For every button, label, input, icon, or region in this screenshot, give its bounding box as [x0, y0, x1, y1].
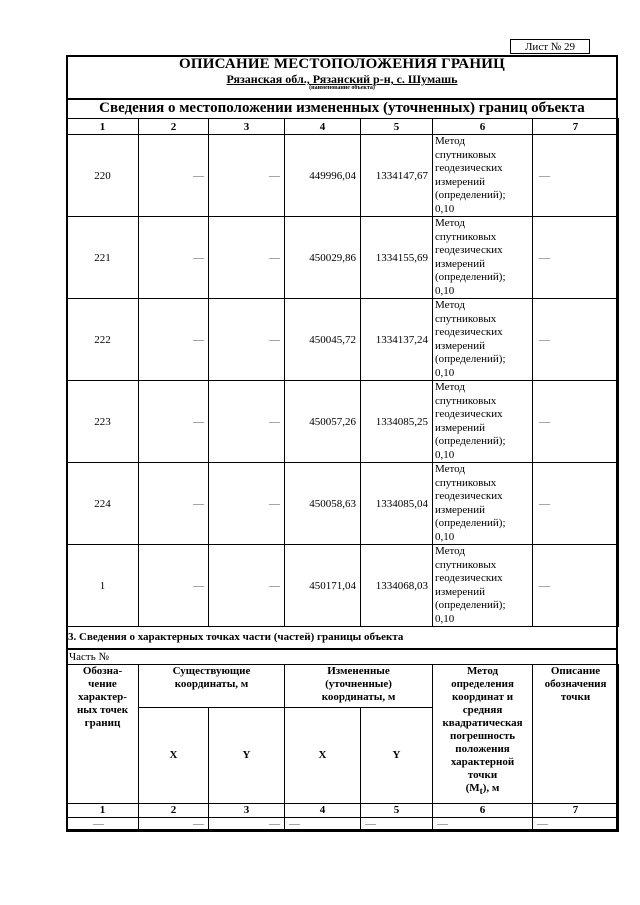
header-line: погрешность [449, 730, 516, 742]
header-text [433, 665, 532, 798]
point-number: 221 [67, 217, 139, 299]
cell-value: — [209, 299, 285, 381]
method-line: геодезических [435, 326, 503, 338]
header-x: X [139, 708, 209, 804]
header-row [67, 665, 619, 708]
header-description [533, 665, 619, 804]
sheet-number: Лист № 29 [510, 39, 590, 54]
column-numbers-row [67, 804, 619, 818]
point-number: 1 [67, 545, 139, 627]
cell-value: — [433, 818, 533, 832]
header-line: характер- [78, 691, 127, 703]
point-number: 223 [67, 381, 139, 463]
method-cell [433, 463, 533, 545]
cell-value: — [139, 463, 209, 545]
header-line: определения [451, 678, 514, 690]
cell-value: — [209, 381, 285, 463]
method-line: измерений [435, 339, 485, 352]
header-line: координат и [451, 691, 514, 703]
y-coordinate: 1334068,03 [361, 545, 433, 627]
table-row [67, 545, 619, 627]
cell-value: — [533, 299, 619, 381]
cell-value: — [139, 545, 209, 627]
location-caption: (наименование объекта) [309, 85, 375, 91]
cell-value: — [67, 818, 139, 832]
x-coordinate: 450045,72 [285, 299, 361, 381]
method-line: Метод [435, 381, 465, 393]
cell-value: — [533, 545, 619, 627]
header-line: Метод [466, 665, 499, 677]
cell-value: — [361, 818, 433, 832]
header-y: Y [209, 708, 285, 804]
header-line: $(M_t)$, м [465, 782, 500, 797]
col-num: 3 [209, 804, 285, 818]
method-line: 0,10 [435, 284, 455, 297]
table-row [67, 381, 619, 463]
header-text [533, 665, 618, 704]
method-cell [433, 217, 533, 299]
location-text: Рязанская обл., Рязанский р-н, с. Шумашь [226, 72, 458, 86]
method-cell [433, 545, 533, 627]
header-line: положения [455, 743, 510, 755]
method-line: Метод [435, 545, 465, 557]
divider [66, 648, 618, 650]
method-cell [433, 135, 533, 217]
method-line: (определений); [435, 517, 506, 529]
cell-value: — [139, 381, 209, 463]
header-line: (уточненные) [325, 678, 392, 690]
header-line: Существующие [172, 665, 251, 677]
header-point-designation [67, 665, 139, 804]
header-text [67, 665, 138, 730]
col-num: 4 [285, 804, 361, 818]
col-num: 5 [361, 119, 433, 135]
column-numbers-row [67, 119, 619, 135]
cell-value: — [533, 463, 619, 545]
method-line: Метод [435, 217, 465, 229]
table-row [67, 463, 619, 545]
method-cell [433, 299, 533, 381]
table-row [67, 818, 619, 832]
header-line: координаты, м [321, 691, 396, 703]
method-line: спутниковых [435, 148, 497, 161]
method-cell [433, 381, 533, 463]
subscript: t [479, 786, 483, 797]
table-row [67, 299, 619, 381]
col-num: 1 [67, 804, 139, 818]
cell-value: — [209, 463, 285, 545]
x-coordinate: 450029,86 [285, 217, 361, 299]
method-line: геодезических [435, 162, 503, 174]
section3-title: 3. Сведения о характерных точках части (частей) границы объекта [68, 631, 404, 643]
document-title: ОПИСАНИЕ МЕСТОПОЛОЖЕНИЯ ГРАНИЦ [179, 56, 505, 72]
col-num: 2 [139, 119, 209, 135]
method-line: спутниковых [435, 558, 497, 571]
y-coordinate: 1334085,04 [361, 463, 433, 545]
header-text [285, 665, 432, 704]
header-line: границ [84, 717, 121, 729]
point-number: 224 [67, 463, 139, 545]
method-line: геодезических [435, 572, 503, 584]
y-coordinate: 1334147,67 [361, 135, 433, 217]
method-line: (определений); [435, 189, 506, 201]
header-line: чение [88, 678, 117, 690]
cell-value: — [209, 135, 285, 217]
header-y: Y [361, 708, 433, 804]
method-line: 0,10 [435, 530, 455, 543]
cell-value: — [139, 818, 209, 832]
x-coordinate: 449996,04 [285, 135, 361, 217]
header-method [433, 665, 533, 804]
col-num: 2 [139, 804, 209, 818]
method-line: измерений [435, 175, 485, 188]
x-coordinate: 450057,26 [285, 381, 361, 463]
cell-value: — [209, 818, 285, 832]
method-line: Метод [435, 299, 465, 311]
col-num: 7 [533, 804, 619, 818]
col-num: 6 [433, 804, 533, 818]
boundary-points-table [66, 118, 619, 627]
cell-value: — [533, 217, 619, 299]
y-coordinate: 1334155,69 [361, 217, 433, 299]
method-line: (определений); [435, 271, 506, 283]
cell-value: — [285, 818, 361, 832]
method-line: измерений [435, 257, 485, 270]
header-line: координаты, м [174, 678, 249, 690]
table-row [67, 135, 619, 217]
header-line: точки [467, 769, 498, 781]
method-line: измерений [435, 503, 485, 516]
cell-value: — [139, 299, 209, 381]
method-line: геодезических [435, 244, 503, 256]
section-title: Сведения о местоположении измененных (уточненных) границ объекта [99, 100, 585, 116]
part-label: Часть № [69, 651, 109, 663]
method-line: спутниковых [435, 230, 497, 243]
method-line: Метод [435, 135, 465, 147]
method-line: спутниковых [435, 394, 497, 407]
point-number: 222 [67, 299, 139, 381]
part-points-table [66, 664, 619, 832]
method-line: Метод [435, 463, 465, 475]
cell-value: — [533, 381, 619, 463]
col-num: 4 [285, 119, 361, 135]
method-line: измерений [435, 585, 485, 598]
header-line: Обозна- [82, 665, 123, 677]
col-num: 3 [209, 119, 285, 135]
header-text [139, 665, 284, 691]
y-coordinate: 1334137,24 [361, 299, 433, 381]
cell-value: — [533, 818, 619, 832]
method-line: 0,10 [435, 202, 455, 215]
method-line: (определений); [435, 435, 506, 447]
method-line: спутниковых [435, 476, 497, 489]
header-line: точки [560, 691, 591, 703]
point-number: 220 [67, 135, 139, 217]
method-line: измерений [435, 421, 485, 434]
x-coordinate: 450058,63 [285, 463, 361, 545]
y-coordinate: 1334085,25 [361, 381, 433, 463]
cell-value: — [209, 217, 285, 299]
method-line: 0,10 [435, 612, 455, 625]
header-line: ных точек [76, 704, 129, 716]
method-line: 0,10 [435, 366, 455, 379]
header-line: средняя [462, 704, 503, 716]
cell-value: — [139, 135, 209, 217]
header-line: обозначения [544, 678, 607, 690]
col-num: 6 [433, 119, 533, 135]
table-body [67, 135, 619, 627]
cell-value: — [209, 545, 285, 627]
cell-value: — [533, 135, 619, 217]
table-row [67, 217, 619, 299]
header-x: X [285, 708, 361, 804]
header-line: Описание [550, 665, 601, 677]
header-line: характерной [450, 756, 515, 768]
cell-value: — [139, 217, 209, 299]
method-line: (определений); [435, 599, 506, 611]
header-changed-coords [285, 665, 433, 708]
col-num: 1 [67, 119, 139, 135]
col-num: 5 [361, 804, 433, 818]
header-line: Измененные [327, 665, 390, 677]
x-coordinate: 450171,04 [285, 545, 361, 627]
method-line: 0,10 [435, 448, 455, 461]
header-existing-coords [139, 665, 285, 708]
method-line: геодезических [435, 490, 503, 502]
method-line: (определений); [435, 353, 506, 365]
header-line: квадратическая [442, 717, 523, 729]
col-num: 7 [533, 119, 619, 135]
method-line: геодезических [435, 408, 503, 420]
method-line: спутниковых [435, 312, 497, 325]
